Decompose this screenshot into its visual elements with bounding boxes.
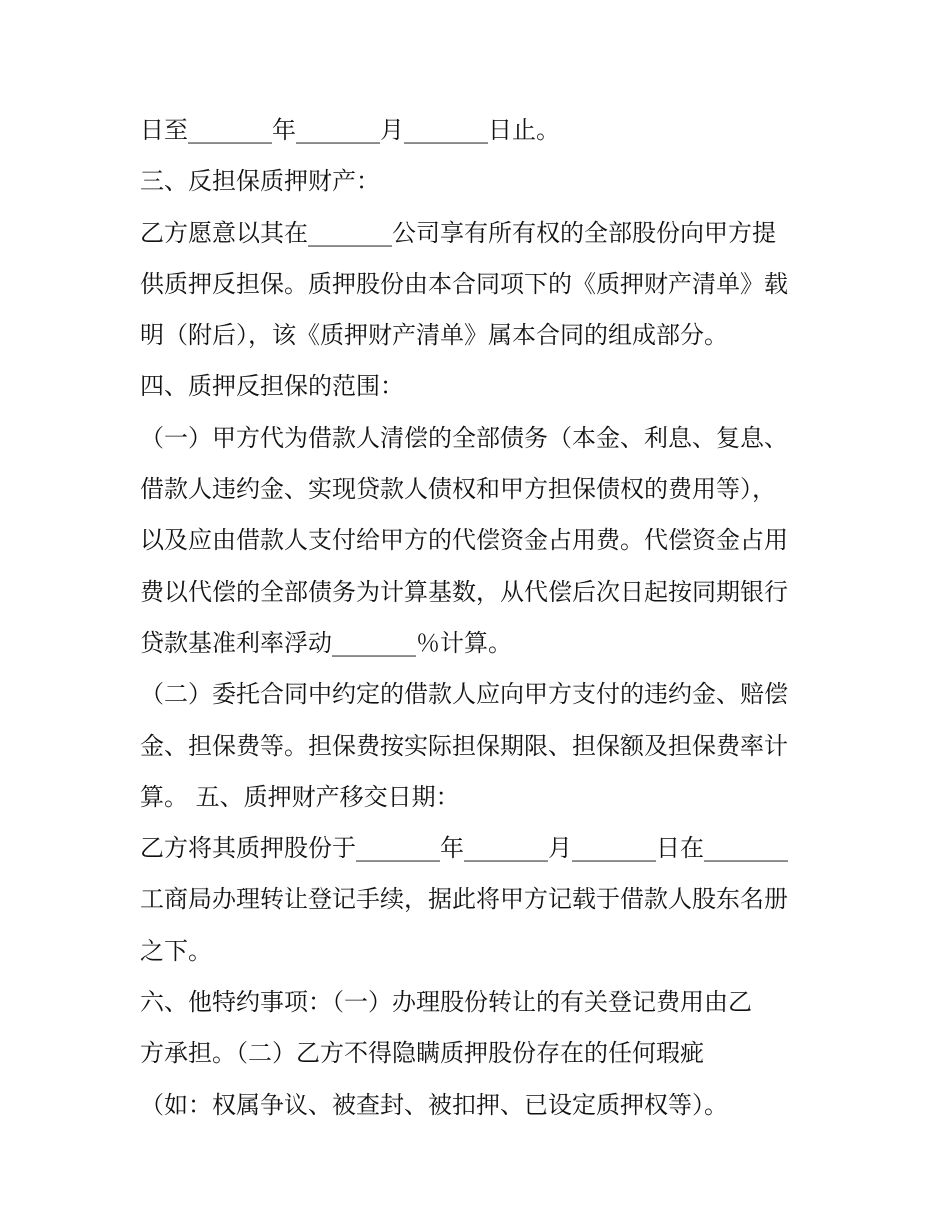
- text-line: （如：权属争议、被查封、被扣押、已设定质押权等）。: [140, 1090, 728, 1119]
- text-line: 六、他特约事项：（一）办理股份转让的有关登记费用由乙: [140, 988, 752, 1017]
- text-line: （二）委托合同中约定的借款人应向甲方支付的违约金、赔偿: [140, 680, 788, 709]
- text-line: 借款人违约金、实现贷款人债权和甲方担保债权的费用等），: [140, 475, 776, 504]
- text-line: 工商局办理转让登记手续，据此将甲方记载于借款人股东名册: [140, 885, 788, 914]
- section-heading: 四、质押反担保的范围：: [140, 372, 404, 401]
- contract-text: [140, 105, 820, 1131]
- text-line: （一）甲方代为借款人清偿的全部债务（本金、利息、复息、: [140, 423, 788, 452]
- text-line: 乙方愿意以其在_______公司享有所有权的全部股份向甲方提: [140, 218, 776, 247]
- section-heading: 三、反担保质押财产：: [140, 167, 380, 196]
- text-line: 之下。: [140, 936, 212, 965]
- text-line: 供质押反担保。质押股份由本合同项下的《质押财产清单》载: [140, 269, 788, 298]
- text-line: 日至_______年_______月_______日止。: [140, 116, 560, 144]
- text-line: 贷款基准利率浮动_______％计算。: [140, 628, 512, 657]
- text-line: 乙方将其质押股份于_______年_______月_______日在_______: [140, 834, 788, 863]
- text-line: 以及应由借款人支付给甲方的代偿资金占用费。代偿资金占用: [140, 526, 788, 555]
- text-line: 明（附后），该《质押财产清单》属本合同的组成部分。: [140, 321, 728, 350]
- text-line: 费以代偿的全部债务为计算基数，从代偿后次日起按同期银行: [140, 577, 788, 606]
- text-line: 算。 五、质押财产移交日期：: [140, 782, 460, 811]
- text-line: 方承担。（二）乙方不得隐瞒质押股份存在的任何瑕疵: [140, 1039, 704, 1068]
- text-line: 金、担保费等。担保费按实际担保期限、担保额及担保费率计: [140, 731, 788, 760]
